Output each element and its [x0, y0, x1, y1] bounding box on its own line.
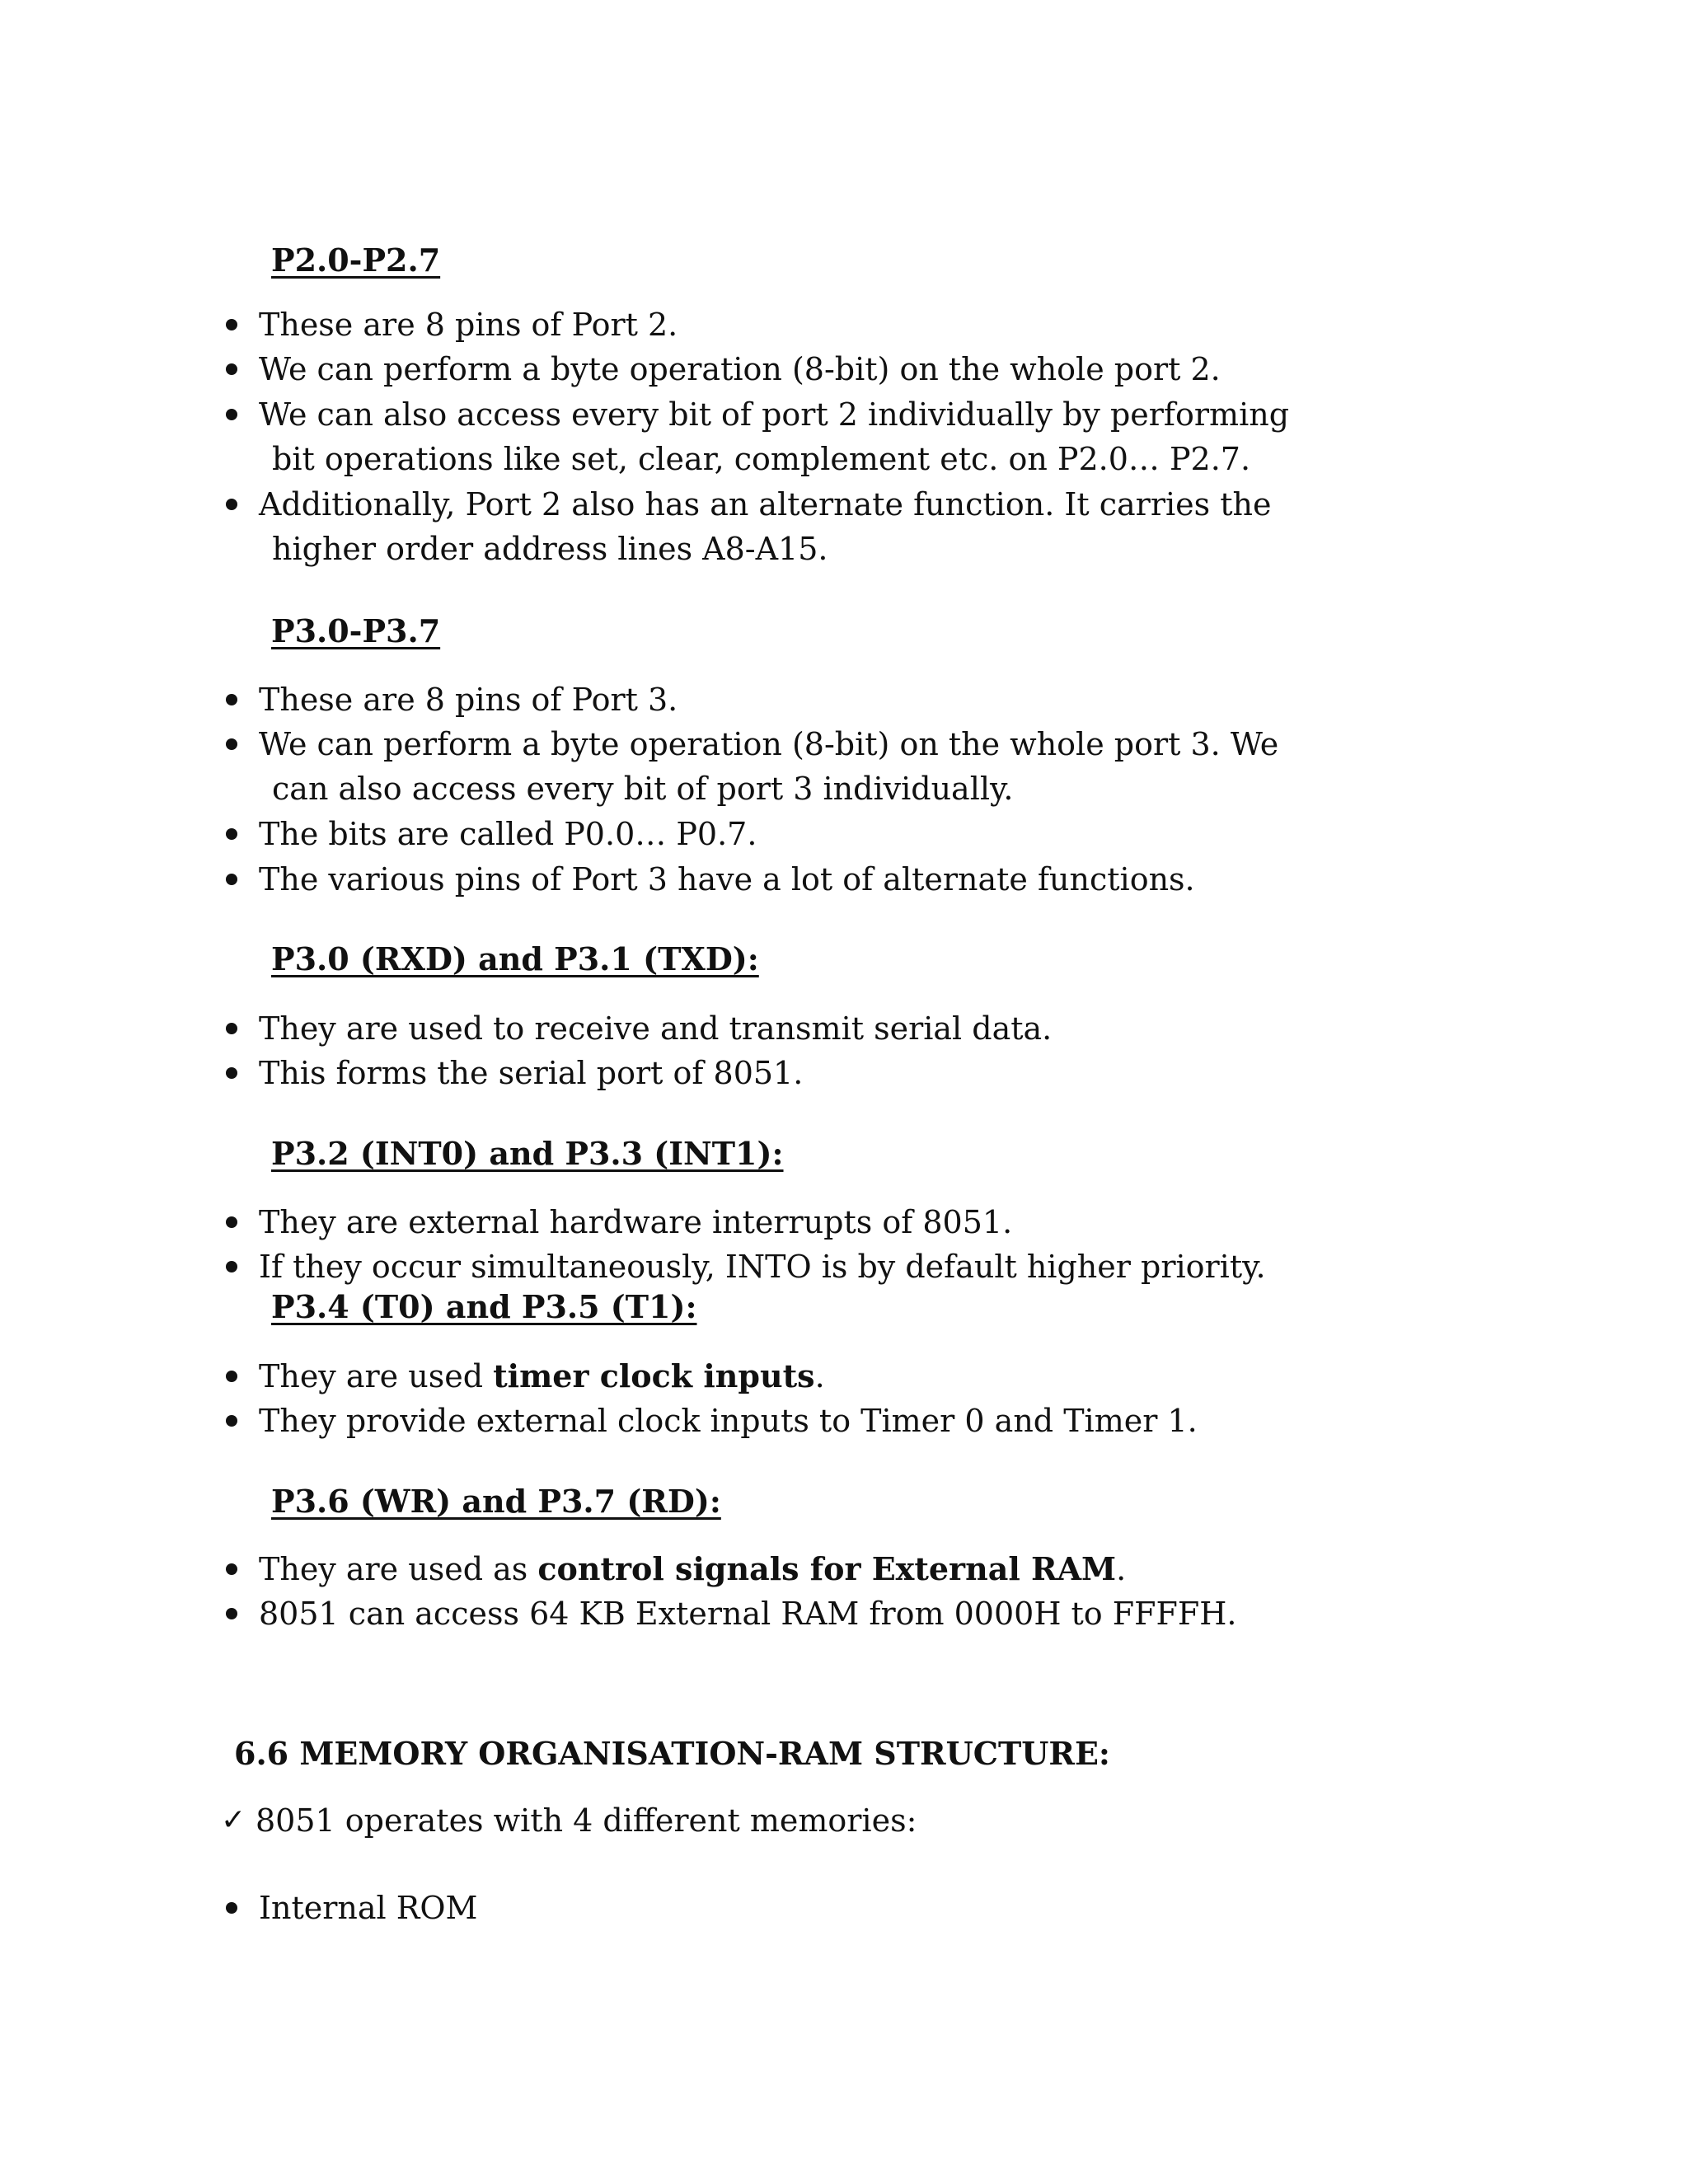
heading-wr-rd: P3.6 (WR) and P3.7 (RD): [271, 1483, 721, 1520]
heading-rxd-txd: P3.0 (RXD) and P3.1 (TXD): [271, 940, 759, 977]
heading-p3: P3.0-P3.7 [271, 612, 441, 649]
section-heading-memory: 6.6 MEMORY ORGANISATION-RAM STRUCTURE: [234, 1735, 1110, 1772]
document-page: P2.0-P2.7 These are 8 pins of Port 2. We can perform a byte operation (8-bit) on the whole port 2. We can also access every bit of port 2 individually by performing bit operations like set, clear, complement etc. on P2.0… P2.7. Additionally, Port 2 also has an alternate function. It carries the higher order address lines A8-A15. P3.0-P3.7 These are 8 pins of Port 3. We can perform a byte operation (8-bit) on the whole port 3. We can also access every bit of port 3 individually. The bits are called P0.0… P0.7. The various pins of Port 3 have a lot of alternate functions. P3.0 (RXD) and P3.1 (TXD): They are used to receive and transmit serial data. This forms the serial port of 8051. P3.2 (INT0) and P3.3 (INT1): They are external hardware interrupts of 8051. If they occur simultaneously, INTO is by default higher priority. P3.4 (T0) and P3.5 (T1): They are used timer clock inputs. They provide external clock inputs to Timer 0 and Timer 1. P3.6 (WR) and P3.7 (RD): They are used as control signals for External RAM. 8051 can access 64 KB External RAM from 0000H to FFFFH. 6.6 MEMORY ORGANISATION-RAM STRUCTURE: ✓ 8051 operates with 4 different memories: Internal ROM [221, 241, 1290, 1926]
heading-int0-int1: P3.2 (INT0) and P3.3 (INT1): [271, 1135, 784, 1172]
checkmark-icon: ✓ [221, 1803, 246, 1837]
heading-t0-t1: P3.4 (T0) and P3.5 (T1): [271, 1288, 697, 1325]
heading-p2: P2.0-P2.7 [271, 241, 441, 279]
